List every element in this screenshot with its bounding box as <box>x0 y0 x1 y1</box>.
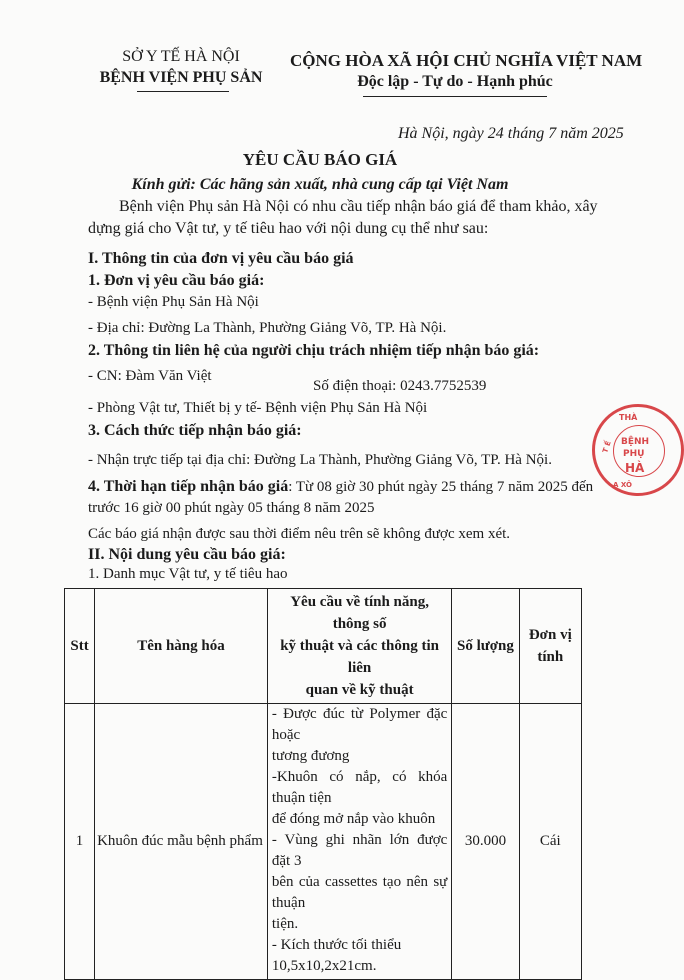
col-unit-line-1: Đơn vị <box>528 627 572 643</box>
sub4-heading: 4. Thời hạn tiếp nhận báo giá <box>88 478 289 495</box>
nation-motto: Độc lập - Tự do - Hạnh phúc <box>357 73 553 90</box>
table-header-row <box>65 589 582 704</box>
col-req-line-2: kỹ thuật và các thông tin liên <box>280 638 439 676</box>
req-line: tiện. <box>271 916 299 932</box>
req-line: - Kích thước tối thiểu <box>271 937 402 953</box>
sub1-heading: 1. Đơn vị yêu cầu báo giá: <box>88 272 265 289</box>
addressee: Kính gửi: Các hãng sản xuất, nhà cung cấp tại Việt Nam <box>131 176 509 193</box>
sub4-note: Các báo giá nhận được sau thời điểm nêu trên sẽ không được xem xét. <box>88 526 511 542</box>
section-2-heading: II. Nội dung yêu cầu báo giá: <box>88 546 286 563</box>
sub4-line-1 <box>88 478 593 496</box>
items-table <box>64 588 582 980</box>
col-unit-line-2: tính <box>537 649 564 665</box>
req-line: - Được đúc từ Polymer đặc hoặc <box>271 706 448 743</box>
col-stt: Stt <box>65 589 95 704</box>
sub2-phone: Số điện thoại: 0243.7752539 <box>313 378 487 394</box>
list-title: 1. Danh mục Vật tư, y tế tiêu hao <box>88 566 288 582</box>
hospital-stamp <box>592 404 684 496</box>
stamp-line-2: PHỤ <box>623 449 645 459</box>
stamp-arc-top: THÀ <box>619 413 638 422</box>
sub4-text-1: : Từ 08 giờ 30 phút ngày 25 tháng 7 năm 2025 đến <box>288 479 594 495</box>
date-line: Hà Nội, ngày 24 tháng 7 năm 2025 <box>398 125 624 142</box>
sub3-text: - Nhận trực tiếp tại địa chỉ: Đường La Thành, Phường Giảng Võ, TP. Hà Nội. <box>88 452 552 468</box>
sub4-line-2: trước 16 giờ 00 phút ngày 05 tháng 8 năm 2025 <box>88 500 375 516</box>
cell-stt: 1 <box>65 704 95 980</box>
req-line: - Vùng ghi nhãn lớn được đặt 3 <box>271 832 448 869</box>
sub3-heading: 3. Cách thức tiếp nhận báo giá: <box>88 422 302 439</box>
org-parent: SỞ Y TẾ HÀ NỘI <box>122 48 240 65</box>
cell-quantity: 30.000 <box>452 704 519 980</box>
org-name: BỆNH VIỆN PHỤ SẢN <box>99 69 263 86</box>
col-requirements <box>267 589 451 704</box>
stamp-line-1: BỆNH <box>621 437 650 447</box>
req-line: bên của cassettes tạo nên sự thuận <box>271 874 448 911</box>
req-line: -Khuôn có nắp, có khóa thuận tiện <box>271 769 448 806</box>
nation-title: CỘNG HÒA XÃ HỘI CHỦ NGHĨA VIỆT NAM <box>290 51 643 70</box>
col-req-line-3: quan về kỹ thuật <box>305 682 414 698</box>
req-line: để đóng mở nắp vào khuôn <box>271 811 436 827</box>
sub2-contact: - CN: Đàm Văn Việt <box>88 368 212 384</box>
sub2-department: - Phòng Vật tư, Thiết bị y tế- Bệnh viện Phụ Sản Hà Nội <box>88 400 428 416</box>
col-quantity: Số lượng <box>452 589 519 704</box>
intro-line-1: Bệnh viện Phụ sản Hà Nội có nhu cầu tiếp nhận báo giá để tham khảo, xây <box>119 198 598 215</box>
intro-line-2: dựng giá cho Vật tư, y tế tiêu hao với nội dung cụ thể như sau: <box>88 220 489 237</box>
stamp-line-3: HÀ <box>625 461 645 475</box>
cell-unit: Cái <box>519 704 581 980</box>
sub1-name: - Bệnh viện Phụ Sản Hà Nội <box>88 294 259 310</box>
cell-requirements <box>267 704 451 980</box>
sub2-heading: 2. Thông tin liên hệ của người chịu trách nhiệm tiếp nhận báo giá: <box>88 342 540 359</box>
stamp-side: T Ế <box>601 439 613 455</box>
col-unit <box>519 589 581 704</box>
req-line: 10,5x10,2x21cm. <box>271 958 377 974</box>
section-1-heading: I. Thông tin của đơn vị yêu cầu báo giá <box>88 250 354 267</box>
col-name: Tên hàng hóa <box>95 589 268 704</box>
cell-name: Khuôn đúc mẫu bệnh phẩm <box>95 704 268 980</box>
sub1-address: - Địa chỉ: Đường La Thành, Phường Giảng Võ, TP. Hà Nội. <box>88 320 447 336</box>
col-req-line-1: Yêu cầu về tính năng, thông số <box>290 594 429 632</box>
document-title: YÊU CẦU BÁO GIÁ <box>242 150 398 169</box>
table-row <box>65 704 582 980</box>
stamp-arc-bottom: A XÔ <box>613 481 632 489</box>
motto-underline <box>363 96 547 97</box>
req-line: tương đương <box>271 748 350 764</box>
org-underline <box>137 91 229 92</box>
